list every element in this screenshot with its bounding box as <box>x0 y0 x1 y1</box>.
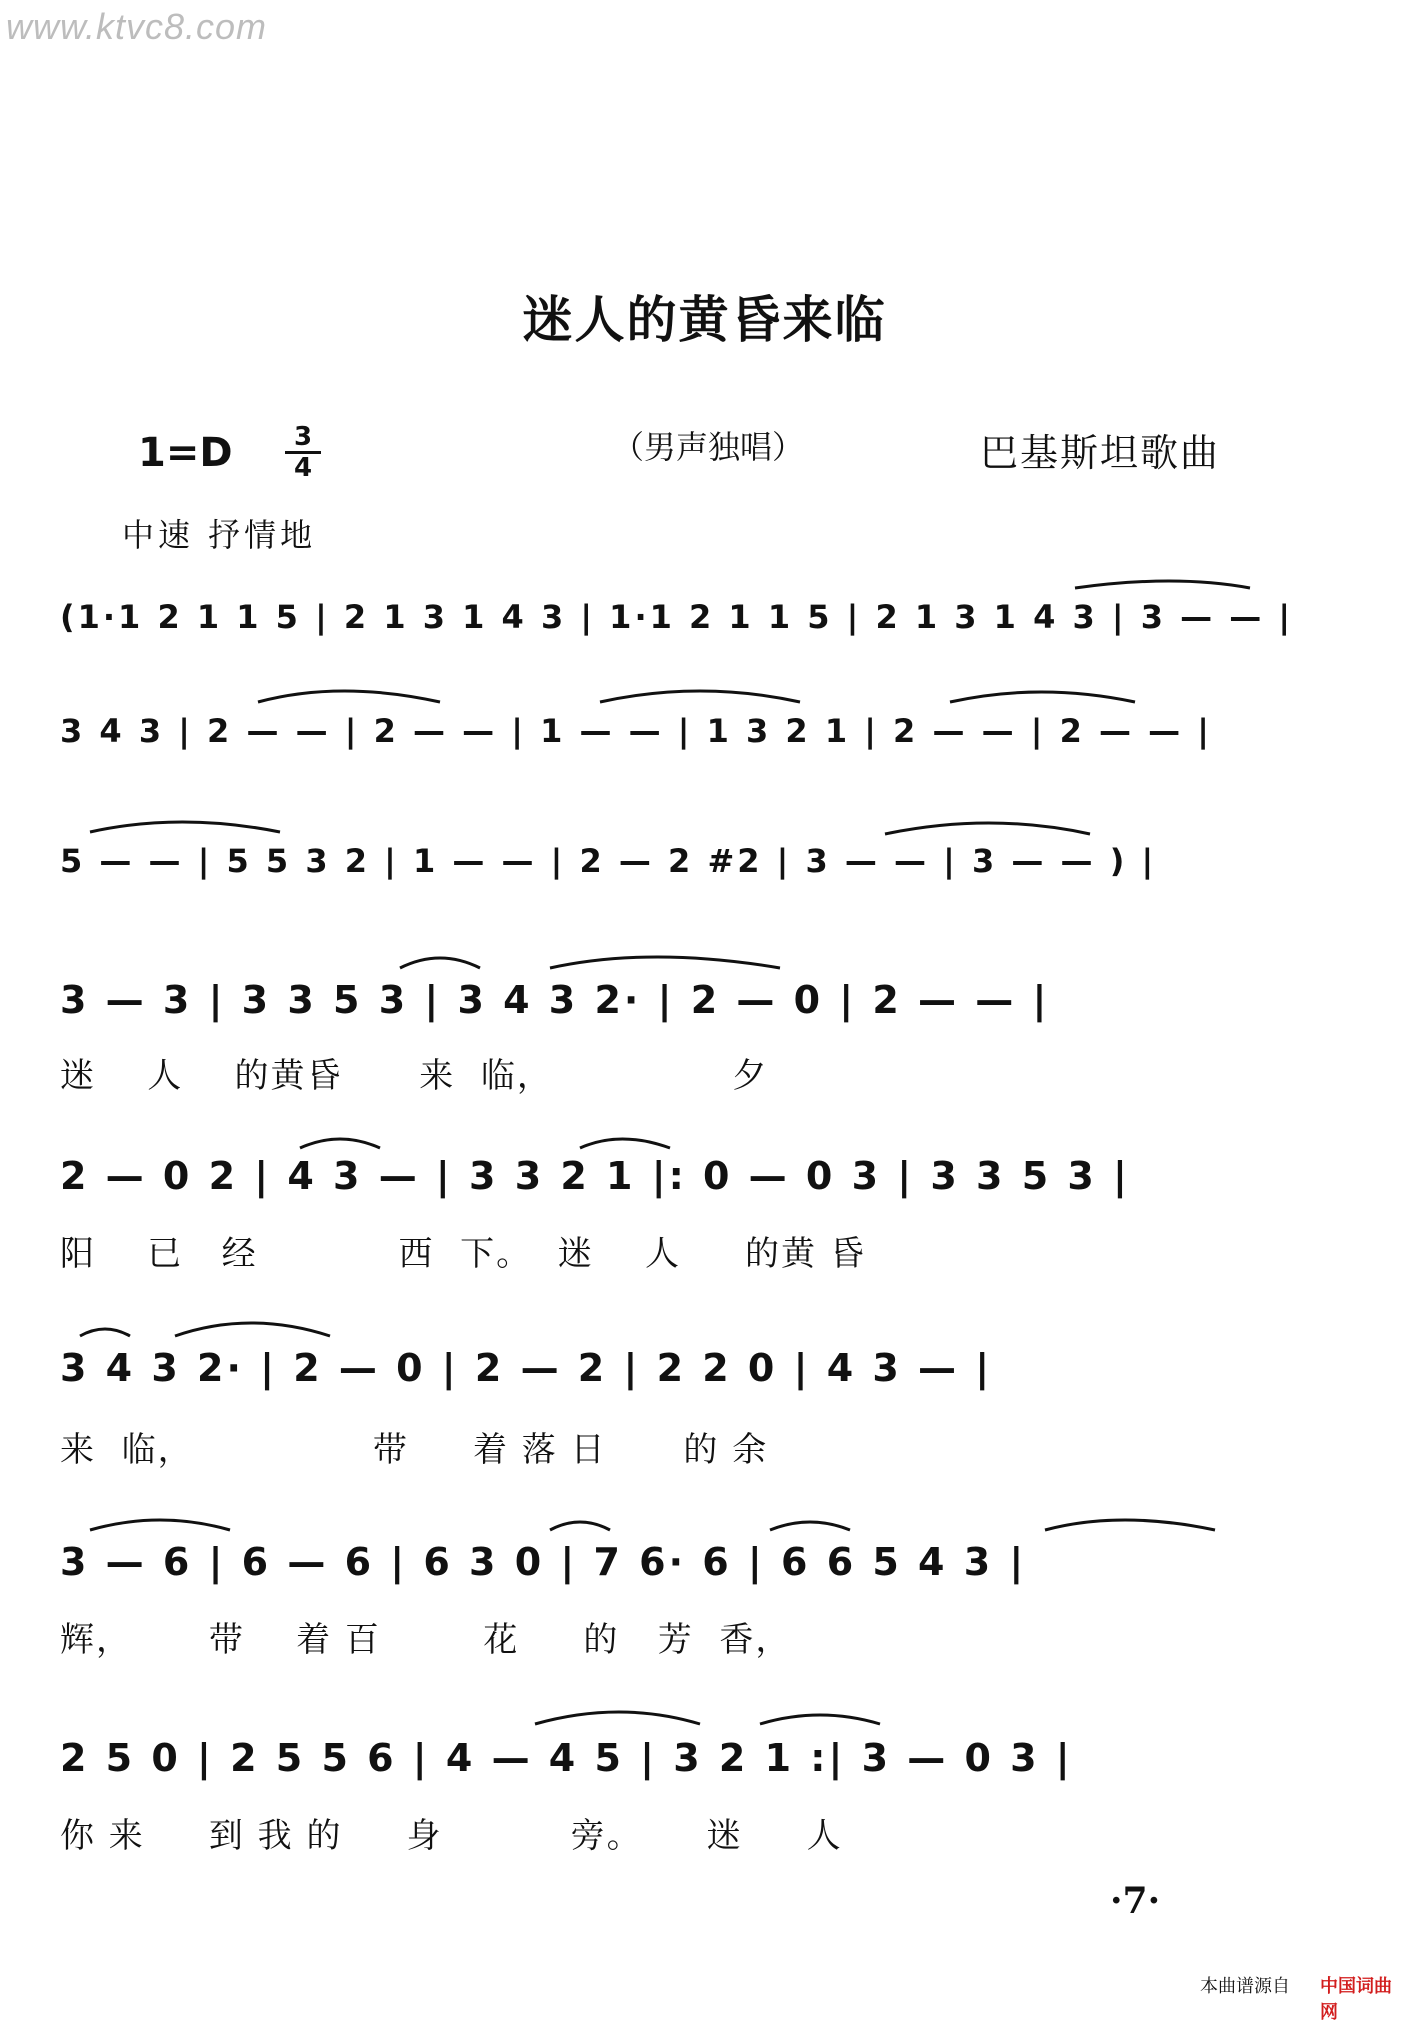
slur-arc <box>258 691 440 702</box>
score-row-5 <box>60 1154 1350 1274</box>
time-signature <box>285 423 321 482</box>
slur-arc <box>175 1323 330 1336</box>
score-row-8 <box>60 1736 1350 1856</box>
score-notes: 3 4 3 | 2 — — | 2 — — | 1 — — | 1 3 2 1 | 2 — — | 2 — — | <box>60 712 1212 750</box>
slur-arc <box>80 1329 130 1336</box>
slur-arc <box>885 823 1090 834</box>
slur-arc <box>535 1712 700 1724</box>
slur-arc <box>580 1139 670 1148</box>
score-notes: 3 — 6 | 6 — 6 | 6 3 0 | 7 6· 6 | 6 6 5 4 3 | <box>60 1540 1027 1584</box>
score-lyrics: 阳 已 经 西 下。 迷 人 的黄 昏 <box>60 1234 866 1274</box>
slur-arc <box>400 958 480 968</box>
source-site-link[interactable]: 中国词曲网 <box>1320 1976 1392 2023</box>
slur-arc <box>300 1139 380 1148</box>
slur-arc <box>90 1520 230 1530</box>
score-lyrics: 迷 人 的黄昏 来 临， 夕 <box>60 1056 769 1096</box>
slur-arc <box>600 691 800 702</box>
score-row-2 <box>60 712 1350 750</box>
score-row-1 <box>60 598 1350 636</box>
score-notes: 5 — — | 5 5 3 2 | 1 — — | 2 — 2 #2 | 3 — — | 3 — — ) | <box>60 842 1157 880</box>
score-notes: 3 4 3 2· | 2 — 0 | 2 — 2 | 2 2 0 | 4 3 — | <box>60 1346 993 1390</box>
song-title: 迷人的黄昏来临 <box>522 291 887 349</box>
slur-arc <box>950 692 1135 702</box>
slur-arc <box>760 1715 880 1724</box>
score-row-4 <box>60 978 1350 1096</box>
score-notes: 3 — 3 | 3 3 5 3 | 3 4 3 2· | 2 — 0 | 2 — — | <box>60 978 1050 1022</box>
page-number: ·7· <box>1110 1880 1161 1922</box>
tempo-marking: 中速 抒情地 <box>122 516 317 554</box>
performance-note: （男声独唱） <box>612 428 805 466</box>
composer: 巴基斯坦歌曲 <box>980 431 1221 475</box>
score-lyrics: 辉， 带 着 百 花 的 芳 香， <box>60 1620 792 1660</box>
slur-arc <box>90 822 280 832</box>
slur-arc <box>770 1522 850 1530</box>
score-notes: 2 5 0 | 2 5 5 6 | 4 — 4 5 | 3 2 1 :| 3 — 0 3 | <box>60 1736 1073 1780</box>
score-row-6 <box>60 1346 1350 1470</box>
score-row-7 <box>60 1540 1350 1660</box>
time-bottom: 4 <box>285 451 321 482</box>
slur-arc <box>550 957 780 968</box>
score-lyrics: 来 临， 带 着 落 日 的 余 <box>60 1430 769 1470</box>
watermark: www.ktvc8.com <box>6 6 268 47</box>
score-notes: 2 — 0 2 | 4 3 — | 3 3 2 1 |: 0 — 0 3 | 3 3 5 3 | <box>60 1154 1130 1198</box>
score-row-3 <box>60 842 1350 880</box>
score-notes: (1·1 2 1 1 5 | 2 1 3 1 4 3 | 1·1 2 1 1 5 | 2 1 3 1 4 3 | 3 — — | <box>60 598 1294 636</box>
slur-arc <box>1045 1520 1215 1530</box>
time-top: 3 <box>293 422 313 452</box>
score-lyrics: 你 来 到 我 的 身 旁。 迷 人 <box>60 1816 843 1856</box>
slur-arc <box>550 1522 610 1530</box>
slur-arc <box>1075 581 1250 588</box>
key-signature: 1=D <box>138 430 233 476</box>
source-label: 本曲谱源自 <box>1200 1976 1290 1997</box>
